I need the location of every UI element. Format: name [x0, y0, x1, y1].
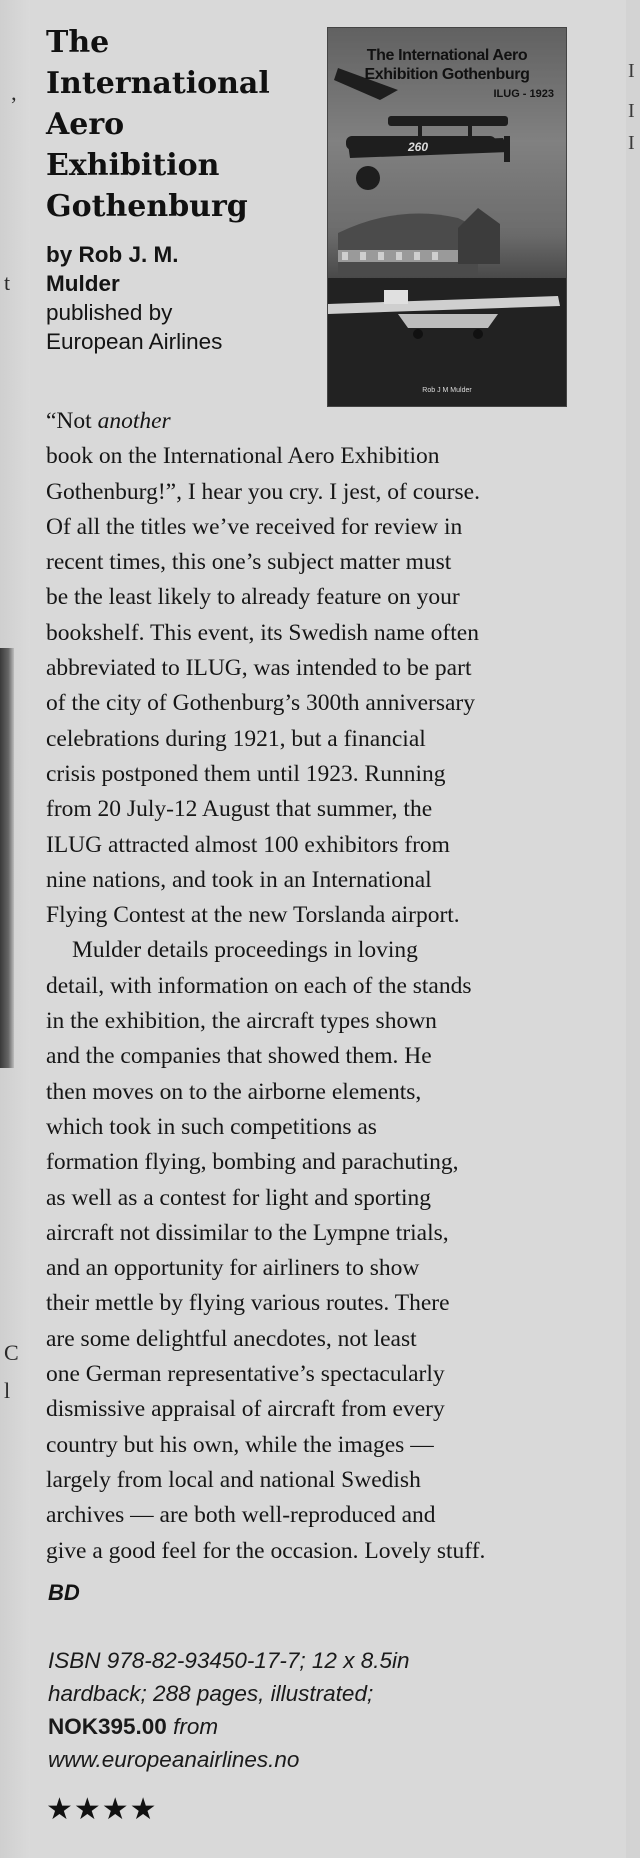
body-line: formation flying, bombing and parachuting, [46, 1149, 459, 1176]
body-line: are some delightful anecdotes, not least [46, 1325, 417, 1352]
author-line: by Rob J. M. [46, 242, 179, 267]
cover-subtitle: ILUG - 1923 [493, 88, 554, 100]
cover-plane-number: 260 [408, 140, 429, 154]
body-line: detail, with information on each of the stands [46, 972, 472, 999]
left-margin-fragment: ’ [10, 92, 18, 117]
star-rating: ★★★★ [46, 1792, 158, 1827]
body-line: largely from local and national Swedish [46, 1466, 421, 1493]
body-line: Of all the titles we’ve received for review in [46, 513, 463, 540]
publisher-line: European Airlines [46, 329, 223, 354]
title-line: Exhibition [46, 148, 220, 183]
body-line: give a good feel for the occasion. Lovely stuff. [46, 1537, 486, 1564]
body-line: their mettle by flying various routes. There [46, 1290, 450, 1317]
body-line: crisis postponed them until 1923. Running [46, 760, 446, 787]
body-line: one German representative’s spectacularly [46, 1361, 445, 1388]
right-margin-fragment: I [628, 100, 635, 122]
details-line: NOK395.00 from [48, 1714, 219, 1739]
cover-title-line: The International Aero [366, 47, 528, 64]
title-line: International [46, 66, 270, 101]
left-margin-fragment: l [4, 1378, 11, 1403]
title-line: Aero [46, 107, 125, 142]
body-line: of the city of Gothenburg’s 300th anniversary [46, 690, 476, 717]
website-link[interactable]: www.europeanairlines.no [48, 1747, 300, 1772]
body-line: and an opportunity for airliners to show [46, 1255, 420, 1282]
cover-artwork [328, 28, 566, 406]
price: NOK395.00 [48, 1714, 167, 1739]
body-line: “Not another [46, 408, 171, 434]
body-line: then moves on to the airborne elements, [46, 1078, 422, 1105]
body-line: celebrations during 1921, but a financial [46, 725, 426, 752]
right-margin-fragment: I [628, 132, 635, 154]
body-line: which took in such competitions as [46, 1113, 377, 1140]
details-line: ISBN 978-82-93450-17-7; 12 x 8.5in [48, 1648, 410, 1673]
body-line: nine nations, and took in an International [46, 866, 432, 893]
review-paragraph [46, 933, 626, 1568]
body-line: be the least likely to already feature on your [46, 584, 460, 611]
cover-title-line: Exhibition Gothenburg [364, 66, 530, 83]
details-line: hardback; 288 pages, illustrated; [48, 1681, 374, 1706]
review-title [46, 22, 316, 227]
body-line: abbreviated to ILUG, was intended to be part [46, 655, 472, 682]
emphasis: another [97, 408, 171, 434]
body-line: archives — are both well-reproduced and [46, 1502, 436, 1529]
review-body [46, 404, 626, 1569]
left-margin-fragment: C [4, 1340, 19, 1365]
publisher-line: published by [46, 300, 173, 325]
right-margin-fragment: I [628, 60, 635, 82]
byline [46, 240, 286, 356]
body-line: Flying Contest at the new Torslanda airport. [46, 902, 460, 929]
body-line: as well as a contest for light and sporting [46, 1184, 432, 1211]
body-line: aircraft not dissimilar to the Lympne trials, [46, 1219, 449, 1246]
body-line: country but his own, while the images — [46, 1431, 434, 1458]
body-line: recent times, this one’s subject matter must [46, 549, 452, 576]
body-line: dismissive appraisal of aircraft from every [46, 1396, 445, 1423]
right-page-edge [626, 0, 640, 1858]
left-page-photo-edge [0, 648, 14, 1068]
author-line: Mulder [46, 271, 120, 296]
body-line: Mulder details proceedings in loving [72, 937, 418, 964]
left-margin-fragment: t [4, 270, 11, 295]
book-cover-image [328, 28, 566, 406]
review-paragraph [46, 404, 626, 933]
body-line: Gothenburg!”, I hear you cry. I jest, of course. [46, 478, 480, 505]
body-line: and the companies that showed them. He [46, 1043, 432, 1070]
body-line: book on the International Aero Exhibition [46, 443, 440, 470]
body-line: from 20 July-12 August that summer, the [46, 796, 433, 823]
body-line: in the exhibition, the aircraft types shown [46, 1008, 437, 1035]
book-details [48, 1644, 568, 1776]
cover-title [328, 46, 566, 84]
left-page-edge [0, 0, 30, 1858]
cover-author: Rob J M Mulder [422, 387, 472, 394]
reviewer-initials: BD [48, 1580, 80, 1605]
body-line: bookshelf. This event, its Swedish name often [46, 619, 479, 646]
title-line: The [46, 25, 110, 60]
body-line: ILUG attracted almost 100 exhibitors from [46, 831, 450, 858]
title-line: Gothenburg [46, 189, 248, 224]
